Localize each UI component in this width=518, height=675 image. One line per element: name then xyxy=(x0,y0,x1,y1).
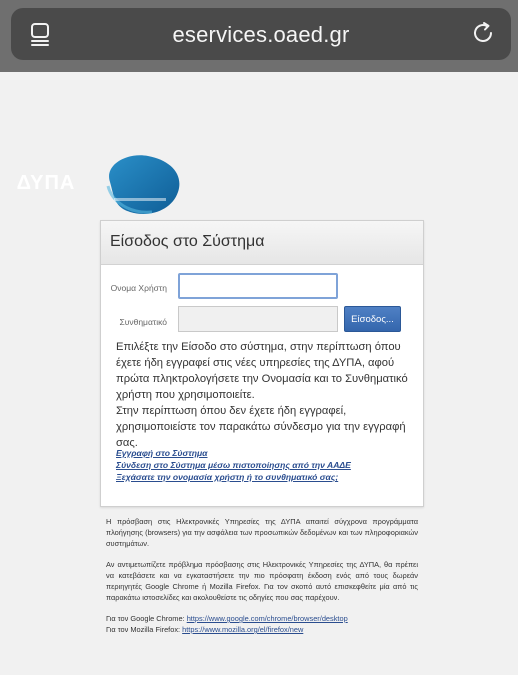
instructions-paragraph-2: Στην περίπτωση όπου δεν έχετε ήδη εγγραφεί, χρησιμοποιείστε τον παρακάτω σύνδεσμο για την εγγραφή σας. xyxy=(116,405,406,449)
forgot-credentials-link[interactable]: Ξεχάσατε την ονομασία χρήστη ή το συνθηματικό σας; xyxy=(116,472,339,482)
url-text[interactable]: eservices.oaed.gr xyxy=(172,22,350,47)
password-label: Συνθηματικό xyxy=(119,317,167,327)
instructions-paragraph-1: Επιλέξτε την Είσοδο στο σύστημα, στην περίπτωση όπου έχετε ήδη εγγραφεί στις νέες υπηρεσίες της ΔΥΠΑ, αφού πρώτα πληκτρολογήσετε την Ονομασία και το Συνθηματικό χρήστη που χρησιμοποιείτε. xyxy=(116,341,408,401)
instructions-text xyxy=(116,339,413,451)
login-panel xyxy=(100,220,424,507)
browser-notes xyxy=(106,516,418,635)
username-input[interactable] xyxy=(178,273,338,299)
logo-icon xyxy=(100,152,182,218)
browser-toolbar xyxy=(0,0,518,72)
notes-paragraph-2: Αν αντιμετωπίζετε πρόβλημα πρόσβασης στις Ηλεκτρονικές Υπηρεσίες της ΔΥΠΑ, θα πρέπει να κατεβάσετε και να εγκαταστήσετε την πιο πρόσφατη έκδοση ενός από τους δωρεάν περιηγητές Google Chrome ή Mozilla Firefox. Για τον σκοπό αυτό επισκεφθείτε μία από τις παρακάτω ιστοσελίδες και ακολουθείστε τις οδηγίες που σας παρέχουν. xyxy=(106,560,418,602)
password-input[interactable] xyxy=(178,306,338,332)
reload-icon[interactable] xyxy=(471,20,497,46)
login-links xyxy=(116,447,416,483)
aade-login-link[interactable]: Σύνδεση στο Σύστημα μέσω πιστοποίησης από την ΑΑΔΕ xyxy=(116,460,351,470)
page-content xyxy=(0,72,518,675)
username-label: Ονομα Χρήστη xyxy=(110,283,167,293)
firefox-prefix: Για τον Mozilla Firefox: xyxy=(106,625,183,634)
firefox-link[interactable]: https://www.mozilla.org/el/firefox/new xyxy=(182,625,304,634)
login-button[interactable]: Είσοδος... xyxy=(344,306,401,332)
panel-title: Είσοδος στο Σύστημα xyxy=(101,221,423,265)
chrome-link[interactable]: https://www.google.com/chrome/browser/desktop xyxy=(186,614,348,623)
browser-links xyxy=(106,613,418,635)
logo-text: ΔΥΠΑ xyxy=(16,172,76,194)
address-bar[interactable] xyxy=(11,8,511,60)
chrome-prefix: Για τον Google Chrome: xyxy=(106,614,187,623)
notes-paragraph-1: Η πρόσβαση στις Ηλεκτρονικές Υπηρεσίες της ΔΥΠΑ απαιτεί σύγχρονα προγράμματα πλοήγησης (browsers) για την ασφάλεια των προσωπικών δεδομένων και των πληροφοριακών συστημάτων. xyxy=(106,517,418,548)
register-link[interactable]: Εγγραφή στο Σύστημα xyxy=(116,448,208,458)
